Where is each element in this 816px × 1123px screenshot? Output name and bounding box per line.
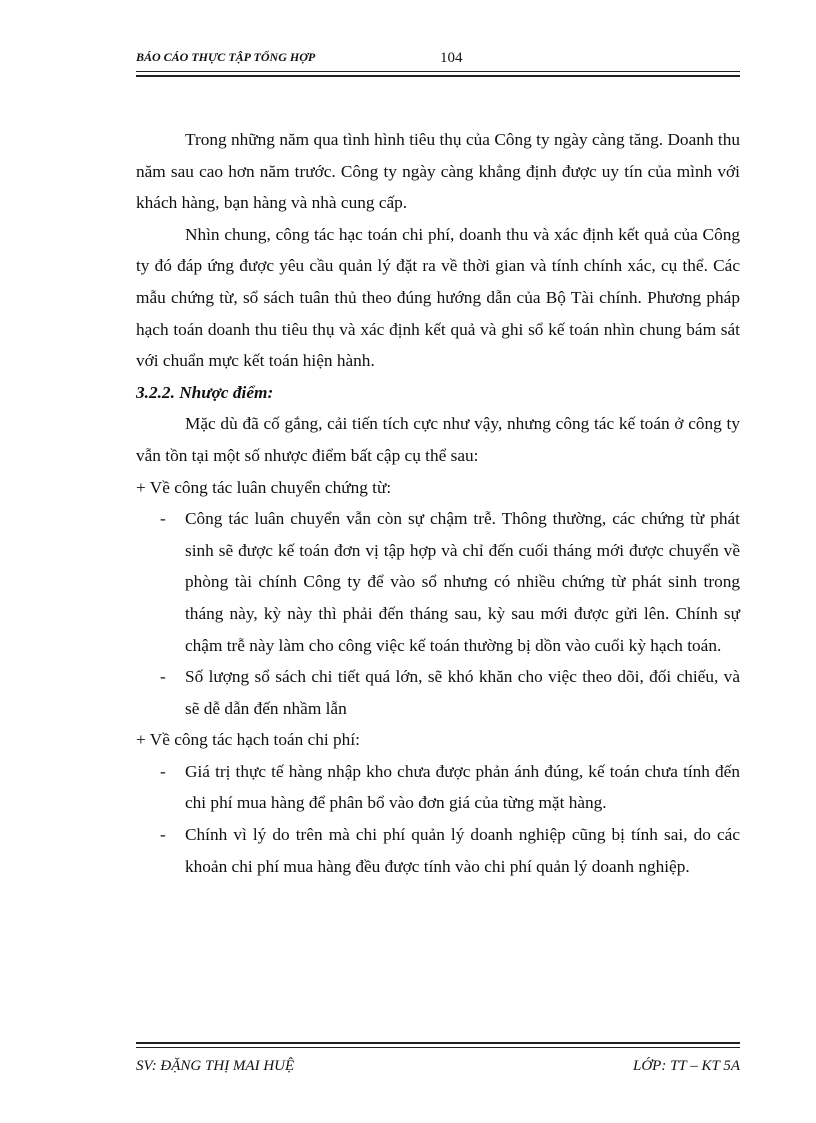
dash-bullet-icon: - [160,509,166,529]
list-item [136,661,740,724]
list-item [136,756,740,819]
page-header [136,44,740,78]
list-item-text: Giá trị thực tế hàng nhập kho chưa được phản ánh đúng, kế toán chưa tính đến chi phí mua hàng để phân bổ vào đơn giá của từng mặt hàng. [185,761,740,813]
report-title: BÁO CÁO THỰC TẬP TỔNG HỢP [136,50,316,64]
list-item [136,503,740,661]
list-item-text: Số lượng sổ sách chi tiết quá lớn, sẽ khó khăn cho việc theo dõi, đối chiếu, và sẽ dễ dẫn đến nhầm lẫn [185,667,740,718]
list-item-text: Công tác luân chuyển vẫn còn sự chậm trễ. Thông thường, các chứng từ phát sinh sẽ được kế toán đơn vị tập hợp và chỉ đến cuối tháng mới được chuyển về phòng tài chính Công ty để vào sổ nhưng có nhiều chứng từ phát sinh trong tháng này, kỳ này thì phải đến tháng sau, kỳ sau mới được gửi lên. Chính sự chậm trễ này làm cho công việc kế toán thường bị dồn vào cuối kỳ hạch toán. [185,509,740,655]
list-item [136,819,740,882]
dash-bullet-icon: - [160,761,166,781]
student-name: SV: ĐẶNG THỊ MAI HUỆ [136,1058,295,1074]
section-heading-weaknesses: 3.2.2. Nhược điểm: [136,382,274,402]
footer-rule-thick [136,1042,740,1044]
footer-rule-thin [136,1047,740,1048]
subsection-cost-accounting-title: + Về công tác hạch toán chi phí: [136,730,360,750]
paragraph-accounting-overview: Nhìn chung, công tác hạc toán chi phí, doanh thu và xác định kết quả của Công ty đó đáp ứng được yêu cầu quản lý đặt ra về thời gian và tính chính xác, cụ thể. Các mẫu chứng từ, sổ sách tuân thủ theo đúng hướng dẫn của Bộ Tài chính. Phương pháp hạch toán doanh thu tiêu thụ và xác định kết quả và ghi sổ kế toán nhìn chung bám sát với chuẩn mực kết toán hiện hành. [136,224,740,371]
class-label: LỚP: TT – KT 5A [633,1058,740,1074]
subsection-document-flow-title: + Về công tác luân chuyển chứng từ: [136,477,392,497]
header-rule-thick [136,75,740,77]
page-body [136,124,740,882]
paragraph-sales-growth: Trong những năm qua tình hình tiêu thụ của Công ty ngày càng tăng. Doanh thu năm sau cao hơn năm trước. Công ty ngày càng khẳng định được uy tín của mình với khách hàng, bạn hàng và nhà cung cấp. [136,130,740,213]
list-item-text: Chính vì lý do trên mà chi phí quản lý doanh nghiệp cũng bị tính sai, do các khoản chi phí mua hàng đều được tính vào chi phí quản lý doanh nghiệp. [185,825,740,876]
header-rule-thin [136,71,740,72]
paragraph-weaknesses-intro: Mặc dù đã cố gắng, cải tiến tích cực như vậy, nhưng công tác kế toán ở công ty vẫn tồn tại một số nhược điểm bất cập cụ thể sau: [136,414,740,465]
page-footer [136,1042,740,1082]
dash-bullet-icon: - [160,825,166,845]
dash-bullet-icon: - [160,667,166,687]
page-number: 104 [440,50,463,66]
